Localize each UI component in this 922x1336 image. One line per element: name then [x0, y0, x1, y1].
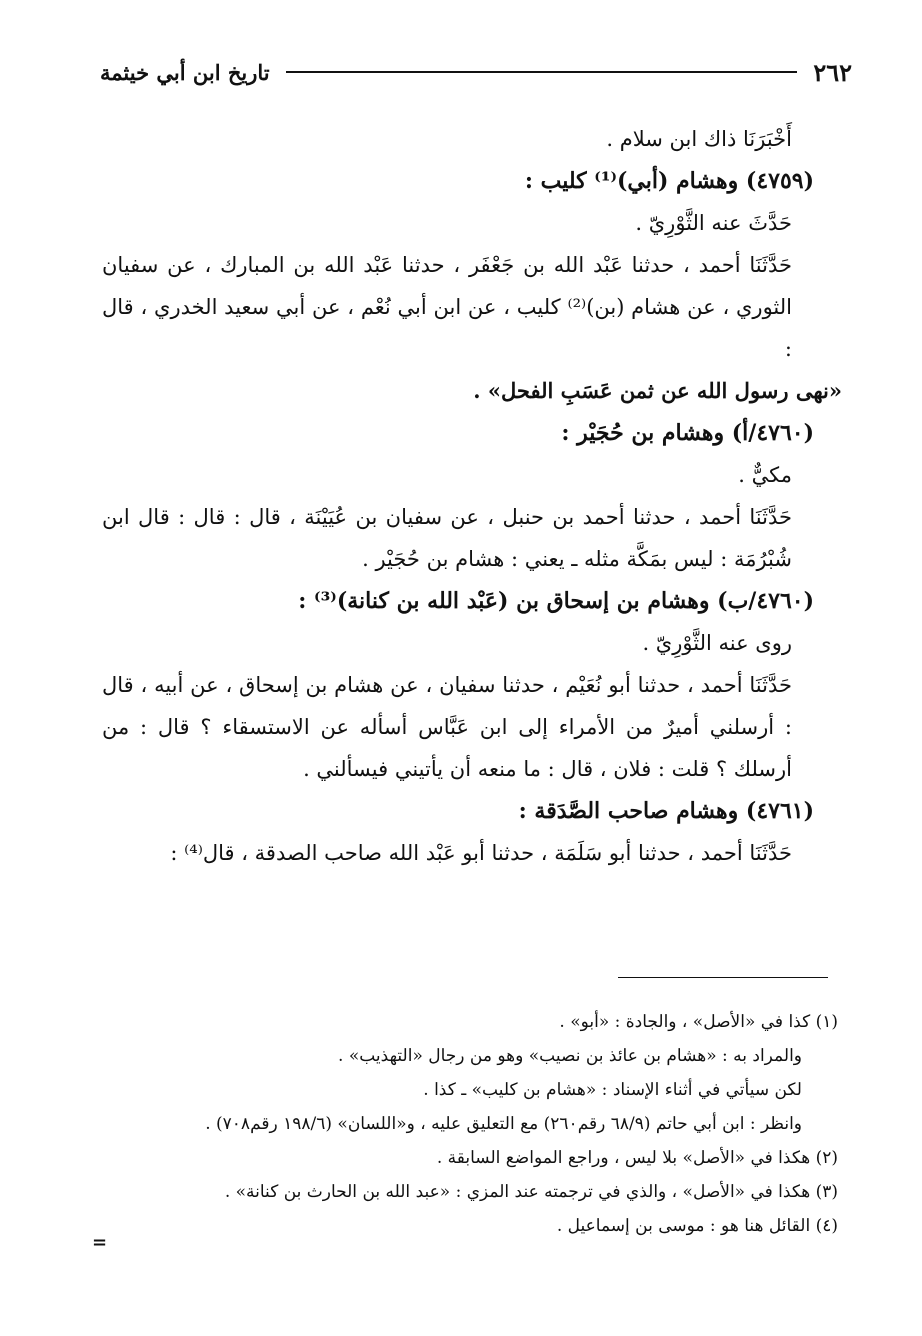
footnote-continuation: لكن سيأتي في أثناء الإسناد : «هشام بن كليب» ـ كذا .	[423, 1080, 802, 1100]
text-line: حَدَّثَ عنه الثَّوْرِيّ .	[635, 211, 792, 235]
footnotes	[90, 1005, 838, 1243]
hadith-paragraph: حَدَّثَنَا أحمد ، حدثنا أبو سَلَمَة ، حدثنا أبو عَبْد الله صاحب الصدقة ، قال⁽⁴⁾ :	[170, 841, 792, 865]
book-title: تاريخ ابن أبي خيثمة	[100, 59, 270, 85]
page-header	[100, 52, 852, 92]
hadith-quote: «نهى رسول الله عن ثمن عَسَبِ الفحل» .	[473, 378, 842, 403]
footnote: (٢) هكذا في «الأصل» بلا ليس ، وراجع المواضع السابقة .	[436, 1148, 838, 1168]
footnote-separator	[618, 977, 828, 978]
footnote: (١) كذا في «الأصل» ، والجادة : «أبو» .	[559, 1012, 838, 1032]
text-line: أَخْبَرَنَا ذاك ابن سلام .	[606, 127, 792, 151]
footnote-continuation: والمراد به : «هشام بن عائذ بن نصيب» وهو من رجال «التهذيب» .	[338, 1046, 802, 1066]
hadith-paragraph: حَدَّثَنَا أحمد ، حدثنا أبو نُعَيْم ، حدثنا سفيان ، عن هشام بن إسحاق ، عن أبيه ، قال : أرسلني أميرٌ من الأمراء إلى ابن عَبَّاس أسأله عن الاستسقاء ؟ قال : من أرسلك ؟ قلت : فلان ، قال : ما منعه أن يأتيني فيسألني .	[102, 673, 792, 781]
main-text	[102, 118, 842, 874]
page-number: ٢٦٢	[813, 57, 852, 87]
hadith-paragraph: حَدَّثَنَا أحمد ، حدثنا أحمد بن حنبل ، عن سفيان بن عُيَيْنَة ، قال : قال : قال ابن شُبْرُمَة : ليس بمَكَّة مثله ـ يعني : هشام بن حُجَيْر .	[102, 505, 792, 571]
entry-heading: (٤٧٦٠/ب) وهشام بن إسحاق بن (عَبْد الله بن كنانة)⁽³⁾ :	[298, 588, 814, 614]
entry-heading: (٤٧٥٩) وهشام (أبي)⁽¹⁾ كليب :	[524, 168, 814, 194]
text-line: مكيٌّ .	[738, 463, 792, 487]
hadith-paragraph: حَدَّثَنَا أحمد ، حدثنا عَبْد الله بن جَعْفَر ، حدثنا عَبْد الله بن المبارك ، عن سفيان الثوري ، عن هشام (بن)⁽²⁾ كليب ، عن ابن أبي نُعْم ، عن أبي سعيد الخدري ، قال :	[102, 253, 792, 361]
header-rule	[286, 71, 798, 73]
entry-heading: (٤٧٦٠/أ) وهشام بن حُجَيْر :	[561, 420, 814, 446]
footnote: (٤) القائل هنا هو : موسى بن إسماعيل .	[556, 1216, 838, 1236]
continuation-mark: =	[92, 1232, 108, 1253]
footnote-continuation: وانظر : ابن أبي حاتم (٦٨/٩ رقم٢٦٠) مع التعليق عليه ، و«اللسان» (١٩٨/٦ رقم٧٠٨) .	[205, 1114, 802, 1134]
text-line: روى عنه الثَّوْرِيّ .	[642, 631, 792, 655]
entry-heading: (٤٧٦١) وهشام صاحب الصَّدَقة :	[518, 798, 814, 824]
footnote: (٣) هكذا في «الأصل» ، والذي في ترجمته عند المزي : «عبد الله بن الحارث بن كنانة» .	[224, 1182, 838, 1202]
